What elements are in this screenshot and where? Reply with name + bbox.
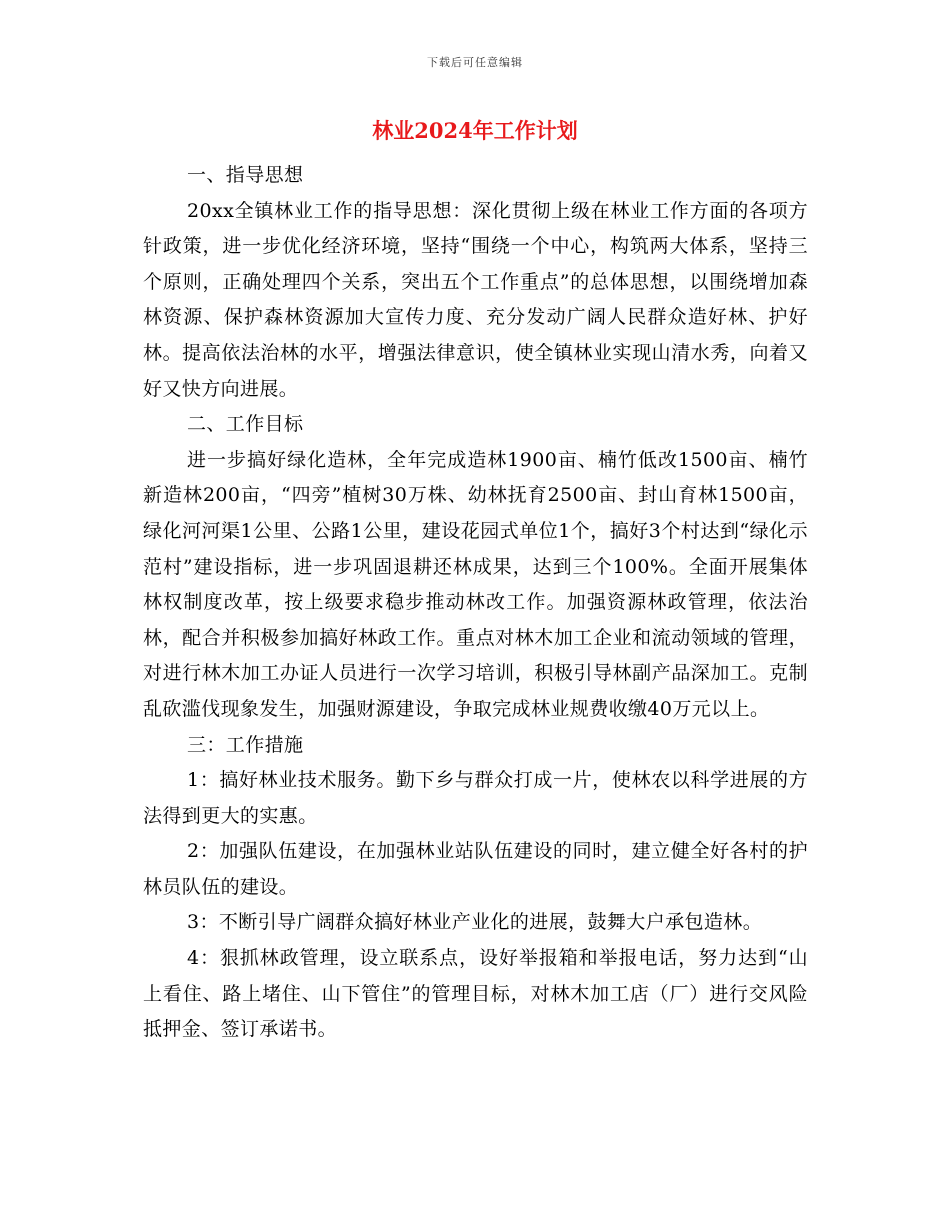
section-heading-work-measures: 三：工作措施 (187, 733, 304, 756)
measure-item-4: 4：狠抓林政管理，设立联系点，设好举报箱和举报电话，努力达到“山上看住、路上堵住、山下管住”的管理目标，对林木加工店（厂）进行交风险抵押金、签订承诺书。 (143, 947, 808, 1041)
measure-item-1: 1：搞好林业技术服务。勤下乡与群众打成一片，使林农以科学进展的方法得到更大的实惠。 (143, 769, 808, 827)
measure-item-2: 2：加强队伍建设，在加强林业站队伍建设的同时，建立健全好各村的护林员队伍的建设。 (143, 840, 808, 898)
document-title: 林业2024年工作计划 (372, 118, 578, 143)
header-note: 下载后可任意编辑 (427, 56, 523, 69)
measure-item-3: 3：不断引导广阔群众搞好林业产业化的进展，鼓舞大户承包造林。 (187, 911, 763, 934)
section-heading-guiding-ideology: 一、指导思想 (187, 164, 304, 186)
paragraph-work-goals: 进一步搞好绿化造林，全年完成造林1900亩、楠竹低改1500亩、楠竹新造林200亩，“四旁”植树30万株、幼林抚育2500亩、封山育林1500亩，绿化河河渠1公里、公路1公里，建设花园式单位1个，搞好3个村达到“绿化示范村”建设指标，进一步巩固退耕还林成果，达到三个100%。全面开展集体林权制度改革，按上级要求稳步推动林改工作。加强资源林政管理，依法治林，配合并积极参加搞好林政工作。重点对林木加工企业和流动领域的管理，对进行林木加工办证人员进行一次学习培训，积极引导林副产品深加工。克制乱砍滥伐现象发生，加强财源建设，争取完成林业规费收缴40万元以上。 (143, 448, 808, 720)
paragraph-guiding-ideology: 20xx全镇林业工作的指导思想：深化贯彻上级在林业工作方面的各项方针政策，进一步优化经济环境，坚持“围绕一个中心，构筑两大体系，坚持三个原则，正确处理四个关系，突出五个工作重点”的总体思想，以围绕增加森林资源、保护森林资源加大宣传力度、充分发动广阔人民群众造好林、护好林。提高依法治林的水平，增强法律意识，使全镇林业实现山清水秀，向着又好又快方向进展。 (143, 199, 808, 400)
section-heading-work-goals: 二、工作目标 (187, 413, 304, 436)
document-body (143, 158, 808, 1048)
